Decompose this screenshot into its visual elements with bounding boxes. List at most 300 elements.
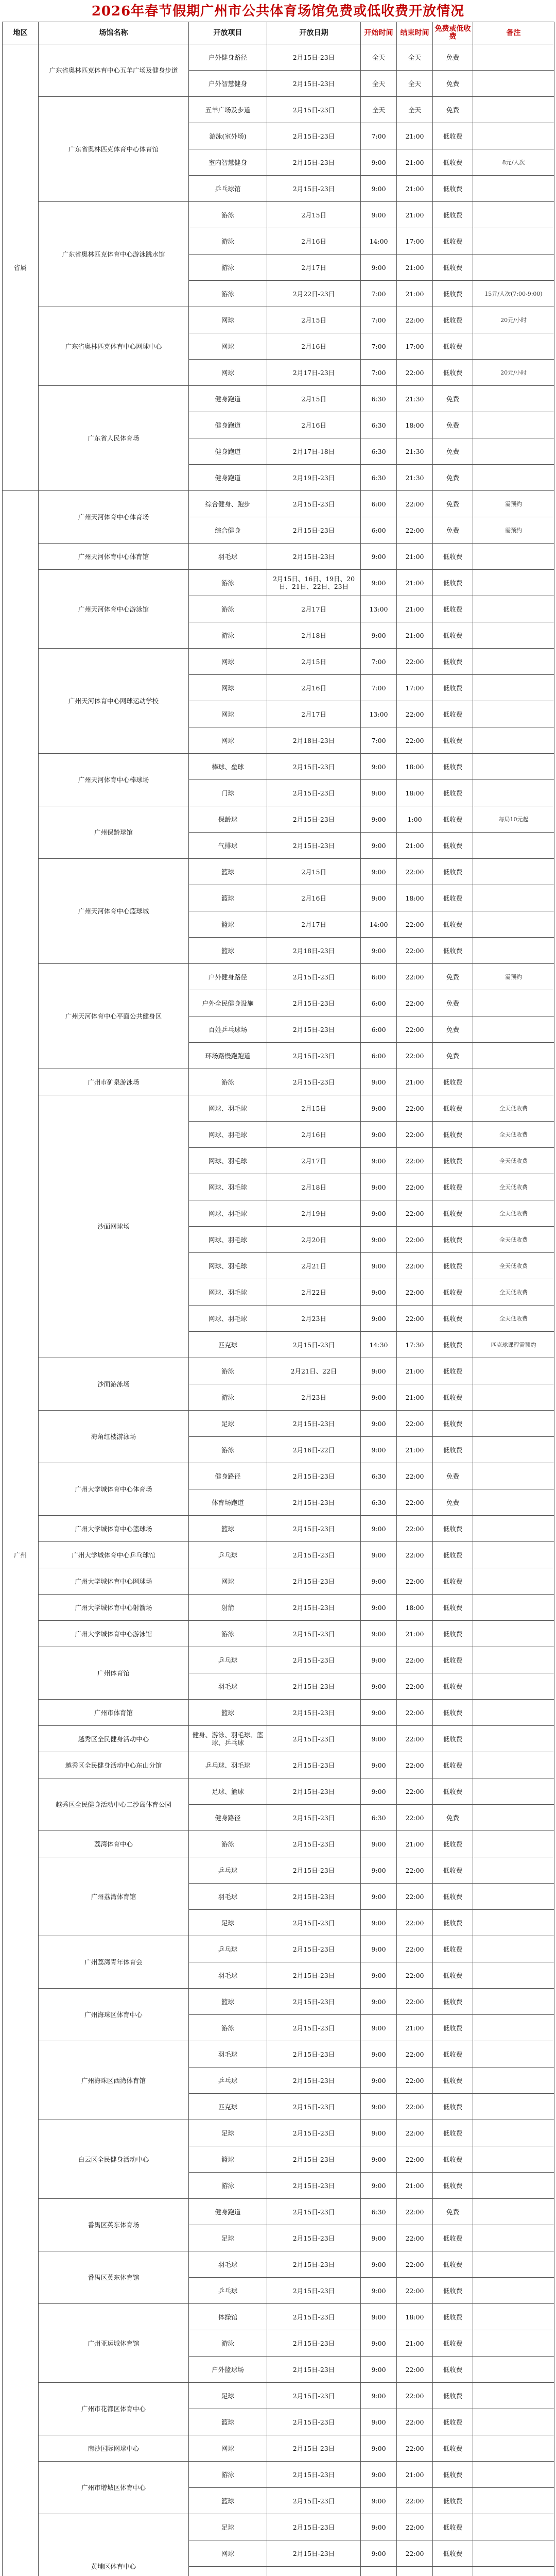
- venue-name-cell: 广州大学城体育中心射箭场: [39, 1595, 189, 1621]
- note-cell: [473, 596, 554, 622]
- fee-cell: 低收费: [433, 255, 473, 281]
- fee-cell: 免费: [433, 1043, 473, 1069]
- start-time-cell: 9:00: [361, 1595, 397, 1621]
- table-row: [3, 2120, 554, 2146]
- item-cell: 门球: [189, 780, 267, 806]
- table-row: [3, 2462, 554, 2488]
- table-row: [3, 1831, 554, 1857]
- note-cell: 全天低收费: [473, 1095, 554, 1122]
- fee-cell: 免费: [433, 1805, 473, 1831]
- fee-cell: 低收费: [433, 333, 473, 360]
- note-cell: [473, 938, 554, 964]
- item-cell: 综合健身: [189, 517, 267, 544]
- header-start: 开始时间: [361, 22, 397, 44]
- note-cell: [473, 465, 554, 491]
- start-time-cell: 9:00: [361, 833, 397, 859]
- item-cell: 匹克球: [189, 2094, 267, 2120]
- date-cell: 2月16日-22日: [267, 1437, 361, 1463]
- item-cell: 篮球: [189, 911, 267, 938]
- start-time-cell: 9:00: [361, 1700, 397, 1726]
- note-cell: [473, 97, 554, 123]
- venue-name-cell: 广州大学城体育中心乒乓球馆: [39, 1542, 189, 1568]
- date-cell: 2月22日-23日: [267, 281, 361, 307]
- date-cell: 2月15日-23日: [267, 1568, 361, 1595]
- item-cell: 五羊广场及步道: [189, 97, 267, 123]
- date-cell: 2月15日-23日: [267, 1621, 361, 1647]
- fee-cell: 低收费: [433, 938, 473, 964]
- venue-name-cell: 沙面网球场: [39, 1095, 189, 1358]
- note-cell: [473, 202, 554, 228]
- end-time-cell: 21:30: [397, 465, 433, 491]
- fee-cell: 低收费: [433, 1962, 473, 1989]
- end-time-cell: 22:00: [397, 2120, 433, 2146]
- date-cell: 2月15日-23日: [267, 1778, 361, 1805]
- date-cell: 2月15日: [267, 307, 361, 333]
- note-cell: [473, 412, 554, 438]
- date-cell: 2月15日-23日: [267, 2094, 361, 2120]
- date-cell: 2月15日-23日: [267, 990, 361, 1016]
- note-cell: [473, 885, 554, 911]
- note-cell: [473, 2567, 554, 2576]
- start-time-cell: 9:00: [361, 1831, 397, 1857]
- table-row: [3, 1595, 554, 1621]
- start-time-cell: 6:30: [361, 465, 397, 491]
- table-row: [3, 2383, 554, 2409]
- item-cell: 足球: [189, 2383, 267, 2409]
- fee-cell: 低收费: [433, 1384, 473, 1411]
- item-cell: 体育场跑道: [189, 1489, 267, 1516]
- date-cell: 2月18日-23日: [267, 938, 361, 964]
- date-cell: 2月17日: [267, 255, 361, 281]
- fee-cell: 低收费: [433, 1910, 473, 1936]
- fee-cell: 低收费: [433, 1253, 473, 1279]
- header-end: 结束时间: [397, 22, 433, 44]
- start-time-cell: 9:00: [361, 1647, 397, 1673]
- note-cell: [473, 1358, 554, 1384]
- item-cell: 足球: [189, 2120, 267, 2146]
- table-row: [3, 1752, 554, 1778]
- start-time-cell: 13:00: [361, 596, 397, 622]
- fee-cell: 低收费: [433, 2409, 473, 2435]
- note-cell: [473, 1989, 554, 2015]
- item-cell: 乒乓球馆: [189, 176, 267, 202]
- item-cell: 网球: [189, 1568, 267, 1595]
- end-time-cell: 21:00: [397, 1069, 433, 1095]
- fee-cell: 低收费: [433, 727, 473, 754]
- fee-cell: 低收费: [433, 570, 473, 596]
- start-time-cell: 6:30: [361, 1805, 397, 1831]
- table-row: [3, 491, 554, 517]
- start-time-cell: 9:00: [361, 1411, 397, 1437]
- fee-cell: 低收费: [433, 360, 473, 386]
- note-cell: 全天低收费: [473, 1174, 554, 1200]
- fee-cell: 低收费: [433, 1227, 473, 1253]
- end-time-cell: 22:00: [397, 1857, 433, 1884]
- end-time-cell: 21:30: [397, 438, 433, 465]
- item-cell: 健身路径: [189, 1463, 267, 1489]
- start-time-cell: 9:00: [361, 1516, 397, 1542]
- note-cell: [473, 570, 554, 596]
- fee-cell: 低收费: [433, 544, 473, 570]
- end-time-cell: 21:00: [397, 570, 433, 596]
- start-time-cell: 9:00: [361, 1936, 397, 1962]
- note-cell: [473, 1962, 554, 1989]
- table-row: [3, 754, 554, 780]
- start-time-cell: 9:00: [361, 2357, 397, 2383]
- note-cell: [473, 1831, 554, 1857]
- table-row: [3, 44, 554, 71]
- venue-name-cell: 广州天河体育中心篮球城: [39, 859, 189, 964]
- date-cell: 2月23日: [267, 1306, 361, 1332]
- table-row: [3, 307, 554, 333]
- start-time-cell: 6:00: [361, 491, 397, 517]
- fee-cell: 低收费: [433, 833, 473, 859]
- item-cell: 网球、羽毛球: [189, 1200, 267, 1227]
- item-cell: 健身跑道: [189, 438, 267, 465]
- end-time-cell: 22:00: [397, 307, 433, 333]
- fee-cell: 低收费: [433, 1568, 473, 1595]
- item-cell: 乒乓球: [189, 1936, 267, 1962]
- date-cell: 2月17日-23日: [267, 360, 361, 386]
- item-cell: 乒乓球: [189, 1857, 267, 1884]
- venue-name-cell: 广州天河体育中心网球运动学校: [39, 649, 189, 754]
- venue-name-cell: 番禺区英东体育馆: [39, 2251, 189, 2304]
- item-cell: 游泳: [189, 255, 267, 281]
- note-cell: [473, 2041, 554, 2067]
- start-time-cell: 9:00: [361, 1437, 397, 1463]
- date-cell: 2月15日-23日: [267, 1831, 361, 1857]
- item-cell: 游泳: [189, 1621, 267, 1647]
- date-cell: 2月15日-23日: [267, 1069, 361, 1095]
- start-time-cell: 9:00: [361, 2514, 397, 2540]
- start-time-cell: 9:00: [361, 780, 397, 806]
- date-cell: 2月15日: [267, 649, 361, 675]
- date-cell: 2月15日-23日: [267, 2225, 361, 2251]
- table-row: [3, 202, 554, 228]
- end-time-cell: 22:00: [397, 1568, 433, 1595]
- fee-cell: 低收费: [433, 2146, 473, 2173]
- date-cell: 2月21日、22日: [267, 1358, 361, 1384]
- item-cell: 网球: [189, 701, 267, 727]
- start-time-cell: [361, 2567, 397, 2576]
- note-cell: [473, 911, 554, 938]
- item-cell: 游泳: [189, 1384, 267, 1411]
- note-cell: 全天低收费: [473, 1148, 554, 1174]
- end-time-cell: 22:00: [397, 1016, 433, 1043]
- fee-cell: 免费: [433, 412, 473, 438]
- fee-cell: 低收费: [433, 281, 473, 307]
- end-time-cell: 22:00: [397, 911, 433, 938]
- date-cell: 2月15日-23日: [267, 1673, 361, 1700]
- note-cell: [473, 2199, 554, 2225]
- end-time-cell: 22:00: [397, 2041, 433, 2067]
- fee-cell: 低收费: [433, 2330, 473, 2357]
- venue-name-cell: 广州市体育馆: [39, 1700, 189, 1726]
- header-row: [3, 22, 554, 44]
- item-cell: 游泳: [189, 281, 267, 307]
- start-time-cell: 9:00: [361, 2094, 397, 2120]
- fee-cell: 免费: [433, 71, 473, 97]
- item-cell: 网球、羽毛球: [189, 1306, 267, 1332]
- start-time-cell: 7:00: [361, 727, 397, 754]
- table-row: [3, 1411, 554, 1437]
- start-time-cell: 9:00: [361, 2488, 397, 2514]
- start-time-cell: 9:00: [361, 1200, 397, 1227]
- end-time-cell: 22:00: [397, 938, 433, 964]
- date-cell: 2月15日-23日: [267, 2173, 361, 2199]
- table-row: [3, 570, 554, 596]
- venue-name-cell: 南沙国际网球中心: [39, 2435, 189, 2462]
- date-cell: 2月19日: [267, 1200, 361, 1227]
- fee-cell: 低收费: [433, 1148, 473, 1174]
- fee-cell: 低收费: [433, 1358, 473, 1384]
- item-cell: 游泳(室外场): [189, 123, 267, 149]
- start-time-cell: 9:00: [361, 2015, 397, 2041]
- note-cell: [473, 2462, 554, 2488]
- date-cell: 2月15日: [267, 386, 361, 412]
- start-time-cell: 9:00: [361, 2540, 397, 2567]
- item-cell: 网球: [189, 360, 267, 386]
- header-item: 开放项目: [189, 22, 267, 44]
- note-cell: [473, 2146, 554, 2173]
- date-cell: 2月16日: [267, 1122, 361, 1148]
- item-cell: 健身路径: [189, 1805, 267, 1831]
- item-cell: 乒乓球: [189, 2067, 267, 2094]
- item-cell: 篮球: [189, 2488, 267, 2514]
- fee-cell: 低收费: [433, 675, 473, 701]
- start-time-cell: 9:00: [361, 1069, 397, 1095]
- end-time-cell: 18:00: [397, 412, 433, 438]
- start-time-cell: 13:00: [361, 701, 397, 727]
- item-cell: 户外智慧健身: [189, 71, 267, 97]
- note-cell: [473, 71, 554, 97]
- item-cell: 网球、羽毛球: [189, 1148, 267, 1174]
- end-time-cell: 21:00: [397, 596, 433, 622]
- date-cell: 2月15日-23日: [267, 2251, 361, 2278]
- end-time-cell: 22:00: [397, 1227, 433, 1253]
- venue-name-cell: 广州市花都区体育中心: [39, 2383, 189, 2435]
- end-time-cell: 22:00: [397, 1647, 433, 1673]
- end-time-cell: 21:00: [397, 255, 433, 281]
- item-cell: 篮球: [189, 1700, 267, 1726]
- note-cell: 全天低收费: [473, 1200, 554, 1227]
- venue-name-cell: 广州天河体育中心体育场: [39, 491, 189, 544]
- end-time-cell: 22:00: [397, 1043, 433, 1069]
- note-cell: [473, 1043, 554, 1069]
- date-cell: 2月15日-23日: [267, 1910, 361, 1936]
- end-time-cell: 22:00: [397, 1279, 433, 1306]
- item-cell: 健身、游泳、羽毛球、篮球、乒乓球: [189, 1726, 267, 1752]
- start-time-cell: 9:00: [361, 2067, 397, 2094]
- end-time-cell: 17:30: [397, 1332, 433, 1358]
- start-time-cell: 9:00: [361, 754, 397, 780]
- start-time-cell: 7:00: [361, 360, 397, 386]
- venue-name-cell: 黄埔区体育中心: [39, 2514, 189, 2576]
- region-cell: 省属: [3, 44, 39, 491]
- fee-cell: 低收费: [433, 1647, 473, 1673]
- end-time-cell: 18:00: [397, 885, 433, 911]
- end-time-cell: 21:00: [397, 833, 433, 859]
- end-time-cell: 22:00: [397, 2514, 433, 2540]
- venue-name-cell: 广州亚运城体育馆: [39, 2304, 189, 2383]
- end-time-cell: 22:00: [397, 2251, 433, 2278]
- note-cell: [473, 990, 554, 1016]
- note-cell: [473, 2514, 554, 2540]
- end-time-cell: 21:00: [397, 622, 433, 649]
- fee-cell: 低收费: [433, 1095, 473, 1122]
- start-time-cell: 9:00: [361, 1752, 397, 1778]
- fee-cell: 低收费: [433, 2015, 473, 2041]
- end-time-cell: 22:00: [397, 1542, 433, 1568]
- start-time-cell: 9:00: [361, 2435, 397, 2462]
- venue-name-cell: 广州大学城体育中心体育场: [39, 1463, 189, 1516]
- end-time-cell: 22:00: [397, 2540, 433, 2567]
- venue-name-cell: 广州市增城区体育中心: [39, 2462, 189, 2514]
- end-time-cell: 22:00: [397, 491, 433, 517]
- end-time-cell: 22:00: [397, 1778, 433, 1805]
- item-cell: 乒乓球: [189, 1647, 267, 1673]
- header-date: 开放日期: [267, 22, 361, 44]
- end-time-cell: 22:00: [397, 2094, 433, 2120]
- venue-name-cell: 广东省奥林匹克体育中心五羊广场及健身步道: [39, 44, 189, 97]
- table-row: [3, 649, 554, 675]
- item-cell: 足球: [189, 2514, 267, 2540]
- date-cell: 2月15日-23日: [267, 1489, 361, 1516]
- fee-cell: 低收费: [433, 1884, 473, 1910]
- table-row: [3, 2514, 554, 2540]
- item-cell: 游泳: [189, 2173, 267, 2199]
- note-cell: [473, 2094, 554, 2120]
- start-time-cell: 6:30: [361, 1463, 397, 1489]
- item-cell: 游泳: [189, 570, 267, 596]
- end-time-cell: 22:00: [397, 2146, 433, 2173]
- note-cell: 需预约: [473, 964, 554, 990]
- table-row: [3, 2435, 554, 2462]
- start-time-cell: 7:00: [361, 675, 397, 701]
- note-cell: [473, 754, 554, 780]
- item-cell: 足球: [189, 2225, 267, 2251]
- table-row: [3, 544, 554, 570]
- note-cell: 全天低收费: [473, 1253, 554, 1279]
- start-time-cell: 9:00: [361, 1358, 397, 1384]
- note-cell: [473, 255, 554, 281]
- note-cell: [473, 438, 554, 465]
- start-time-cell: 9:00: [361, 1253, 397, 1279]
- note-cell: 15元/人次(7:00-9:00): [473, 281, 554, 307]
- start-time-cell: 14:00: [361, 228, 397, 255]
- end-time-cell: 21:00: [397, 544, 433, 570]
- date-cell: 2月15日-23日: [267, 1962, 361, 1989]
- start-time-cell: 9:00: [361, 2225, 397, 2251]
- start-time-cell: 9:00: [361, 2251, 397, 2278]
- fee-cell: 免费: [433, 438, 473, 465]
- note-cell: [473, 701, 554, 727]
- note-cell: [473, 1647, 554, 1673]
- start-time-cell: 7:00: [361, 307, 397, 333]
- item-cell: 网球: [189, 727, 267, 754]
- end-time-cell: 22:00: [397, 2199, 433, 2225]
- start-time-cell: 6:30: [361, 412, 397, 438]
- item-cell: 棒球、垒球: [189, 754, 267, 780]
- table-row: [3, 964, 554, 990]
- date-cell: 2月15日-23日: [267, 964, 361, 990]
- item-cell: 游泳: [189, 1437, 267, 1463]
- fee-cell: 低收费: [433, 1174, 473, 1200]
- note-cell: [473, 1857, 554, 1884]
- start-time-cell: 9:00: [361, 149, 397, 176]
- end-time-cell: 22:00: [397, 701, 433, 727]
- fee-cell: 低收费: [433, 1200, 473, 1227]
- fee-cell: 低收费: [433, 780, 473, 806]
- fee-cell: 免费: [433, 1489, 473, 1516]
- end-time-cell: 22:00: [397, 2383, 433, 2409]
- note-cell: [473, 1884, 554, 1910]
- start-time-cell: 6:00: [361, 1016, 397, 1043]
- venue-name-cell: 广东省奥林匹克体育中心网球中心: [39, 307, 189, 386]
- date-cell: 2月15日-23日: [267, 1647, 361, 1673]
- end-time-cell: 22:00: [397, 964, 433, 990]
- date-cell: 2月23日: [267, 1384, 361, 1411]
- date-cell: 2月18日: [267, 1174, 361, 1200]
- note-cell: [473, 2540, 554, 2567]
- item-cell: 游泳: [189, 202, 267, 228]
- date-cell: 2月15日-23日: [267, 2304, 361, 2330]
- start-time-cell: 7:00: [361, 123, 397, 149]
- fee-cell: 低收费: [433, 2540, 473, 2567]
- item-cell: 户外全民健身设施: [189, 990, 267, 1016]
- venue-name-cell: 广东省奥林匹克体育中心体育馆: [39, 97, 189, 202]
- note-cell: 全天低收费: [473, 1306, 554, 1332]
- venue-name-cell: 越秀区全民健身活动中心东山分馆: [39, 1752, 189, 1778]
- start-time-cell: 9:00: [361, 622, 397, 649]
- end-time-cell: 21:00: [397, 1621, 433, 1647]
- item-cell: 网球: [189, 2435, 267, 2462]
- item-cell: 游泳: [189, 596, 267, 622]
- end-time-cell: 21:00: [397, 1358, 433, 1384]
- start-time-cell: 9:00: [361, 1778, 397, 1805]
- item-cell: 羽毛球: [189, 1673, 267, 1700]
- note-cell: [473, 2120, 554, 2146]
- fee-cell: 免费: [433, 517, 473, 544]
- end-time-cell: 22:00: [397, 1148, 433, 1174]
- item-cell: 网球: [189, 333, 267, 360]
- table-row: [3, 2041, 554, 2067]
- item-cell: 网球、羽毛球: [189, 1279, 267, 1306]
- date-cell: 2月15日-23日: [267, 754, 361, 780]
- date-cell: 2月15日-23日: [267, 1542, 361, 1568]
- fee-cell: 免费: [433, 491, 473, 517]
- fee-cell: 低收费: [433, 911, 473, 938]
- note-cell: [473, 1936, 554, 1962]
- venue-name-cell: 越秀区全民健身活动中心二沙岛体育公园: [39, 1778, 189, 1831]
- date-cell: 2月16日: [267, 333, 361, 360]
- fee-cell: 免费: [433, 44, 473, 71]
- fee-cell: 低收费: [433, 1411, 473, 1437]
- item-cell: 篮球: [189, 885, 267, 911]
- date-cell: 2月15日-23日: [267, 2067, 361, 2094]
- date-cell: 2月15日-23日: [267, 2015, 361, 2041]
- fee-cell: 低收费: [433, 307, 473, 333]
- venue-name-cell: 广东省奥林匹克体育中心游泳跳水馆: [39, 202, 189, 307]
- end-time-cell: 22:00: [397, 2067, 433, 2094]
- date-cell: 2月15日-23日: [267, 2462, 361, 2488]
- end-time-cell: 17:00: [397, 333, 433, 360]
- start-time-cell: 9:00: [361, 1962, 397, 1989]
- item-cell: 网球、羽毛球: [189, 1095, 267, 1122]
- date-cell: 2月15日-23日: [267, 123, 361, 149]
- fee-cell: 低收费: [433, 2357, 473, 2383]
- fee-cell: 免费: [433, 1016, 473, 1043]
